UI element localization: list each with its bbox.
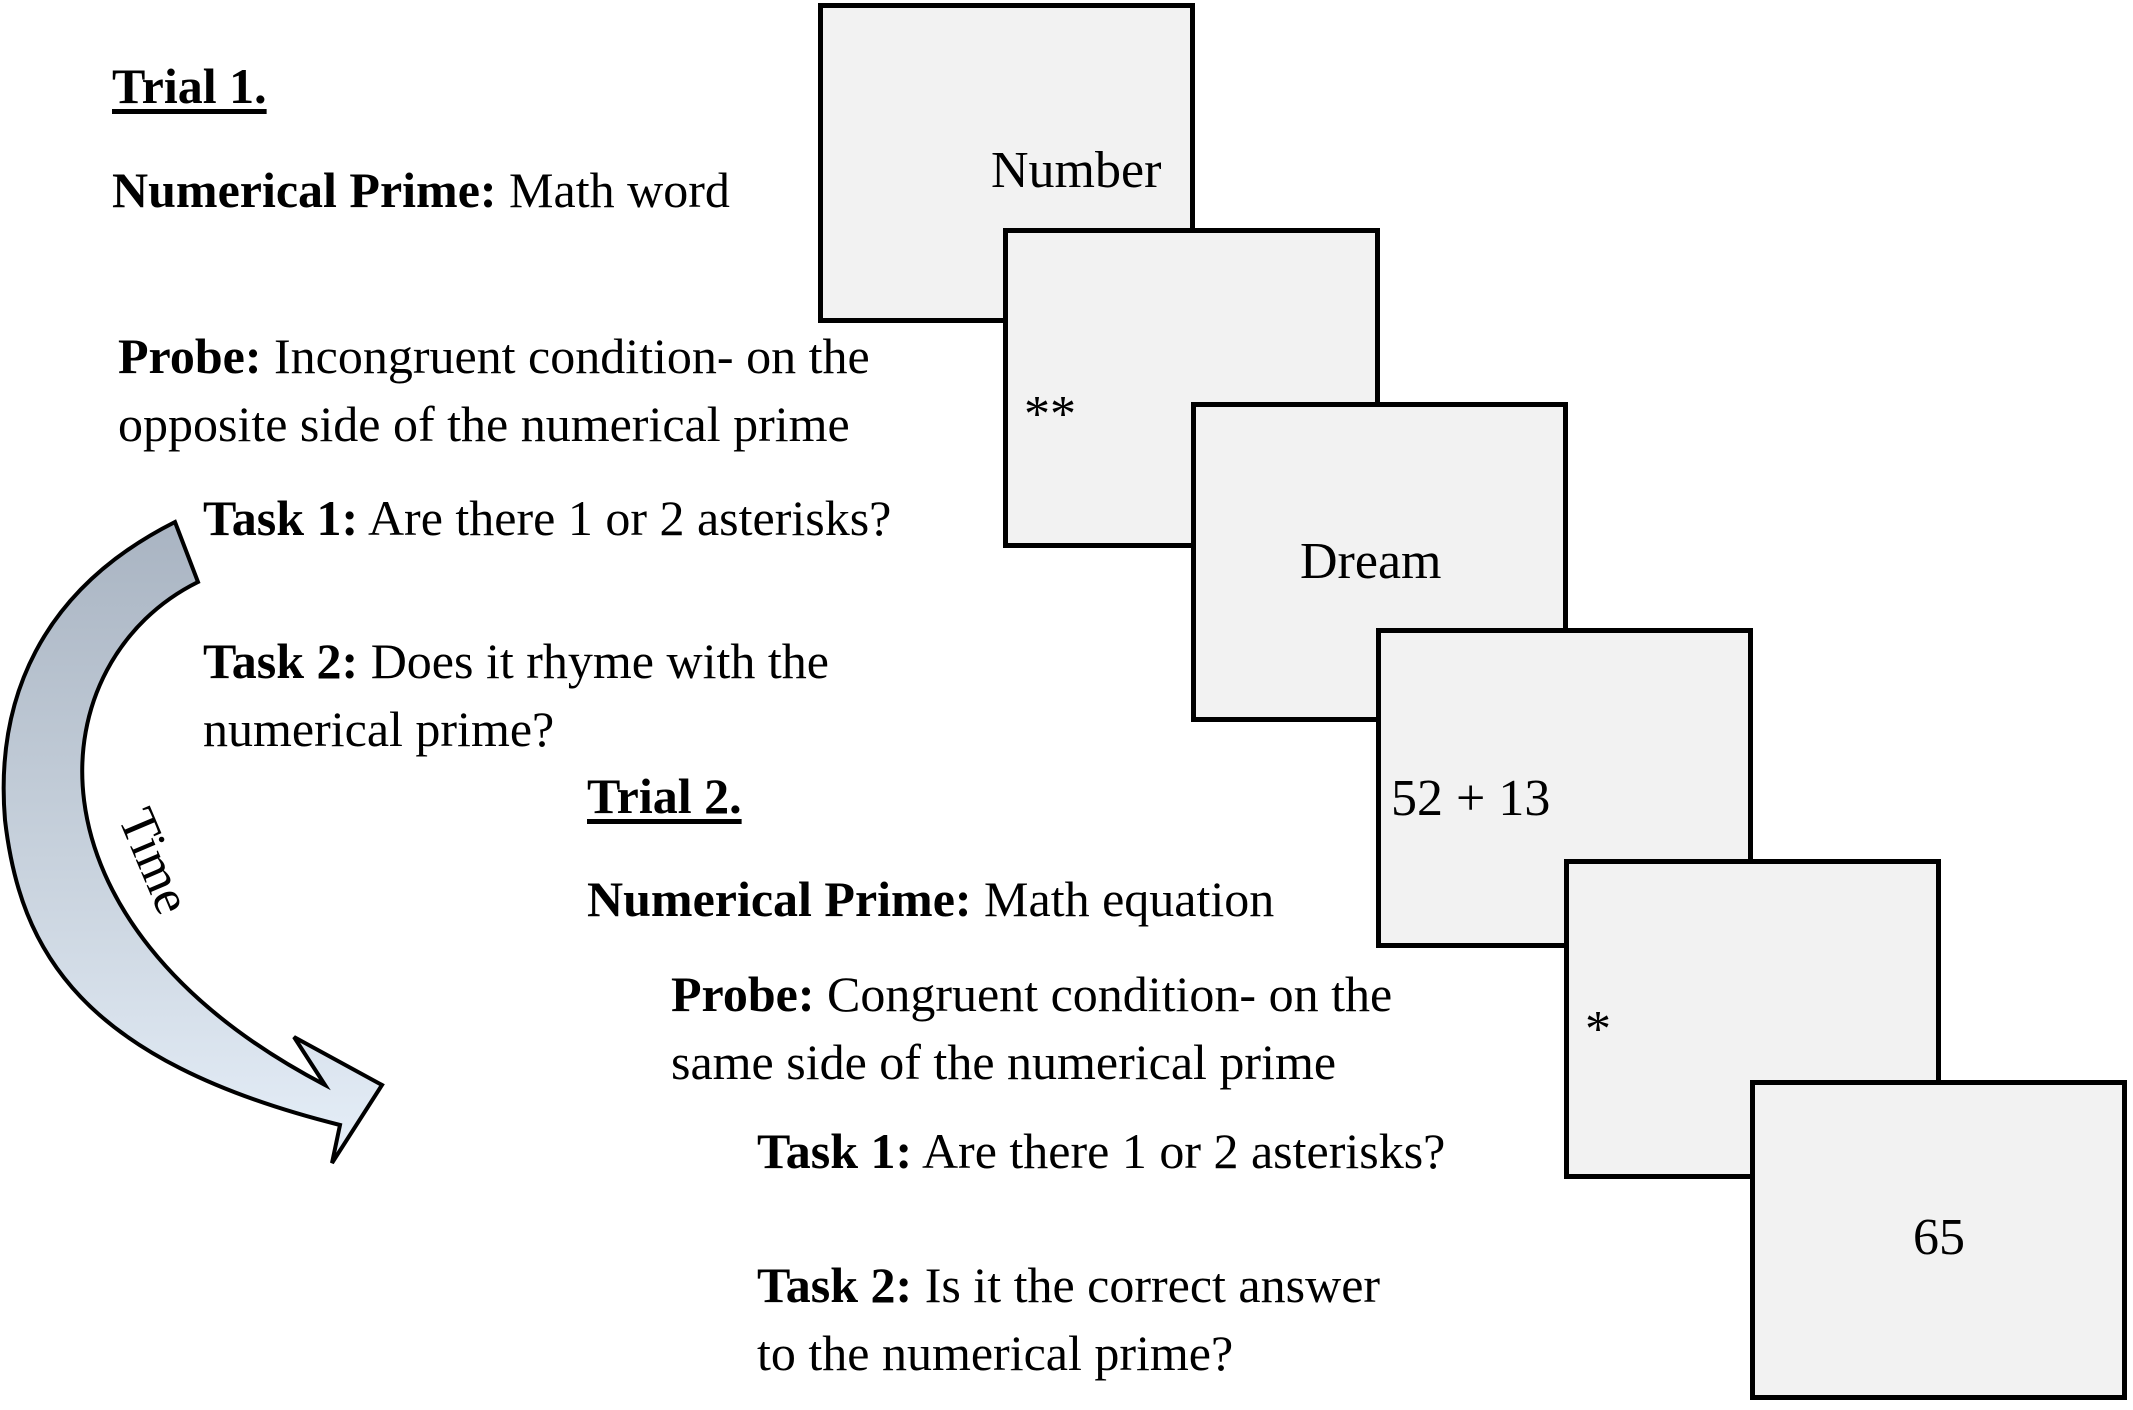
trial2-probe-line2: same side of the numerical prime [671,1034,1337,1090]
trial1-task2-line2: numerical prime? [203,701,555,757]
trial2-task2-text1: Is it the correct answer [924,1257,1381,1313]
trial2-probe-text1: Congruent condition- on the [826,966,1393,1022]
trial1-prime [112,156,730,224]
trial1-probe-line2: opposite side of the numerical prime [118,396,850,452]
trial1-probe-line1 [118,322,870,390]
trial2-probe-line1 [671,960,1392,1028]
trial2-task1 [757,1117,1445,1185]
trial1-prime-label: Numerical Prime: [112,162,497,218]
trial2-prime [587,865,1274,933]
trial2-task1-label: Task 1: [757,1123,913,1179]
trial1-task2-label: Task 2: [203,633,359,689]
time-label: Time [106,800,202,923]
trial2-task2-line1 [757,1251,1380,1319]
trial1-task2-text1: Does it rhyme with the [370,633,829,689]
trial1-probe-text1: Incongruent condition- on the [273,328,870,384]
frame-4-text: 52 + 13 [1391,770,1551,827]
trial2-prime-label: Numerical Prime: [587,871,972,927]
trial1-task1-text: Are there 1 or 2 asterisks? [367,490,892,546]
trial1-title: Trial 1. [112,58,267,114]
trial2-prime-value: Math equation [984,871,1275,927]
frame-1-text: Number [991,142,1162,199]
curved-arrow-icon [4,522,382,1163]
stimulus-frame-6 [1750,1080,2127,1400]
frame-2-text: ** [1024,386,1076,443]
trial1-probe-label: Probe: [118,328,262,384]
frame-3-text: Dream [1300,533,1442,590]
trial1-task2-line1 [203,627,829,695]
frame-5-text: * [1585,1001,1611,1058]
trial1-task1-label: Task 1: [203,490,359,546]
trial2-probe-label: Probe: [671,966,815,1022]
trial1-task1 [203,484,891,552]
trial2-task2-label: Task 2: [757,1257,913,1313]
trial2-task1-text: Are there 1 or 2 asterisks? [921,1123,1446,1179]
trial2-title: Trial 2. [587,768,742,824]
frame-6-text: 65 [1913,1209,1965,1266]
trial1-prime-value: Math word [509,162,730,218]
trial2-task2-line2: to the numerical prime? [757,1325,1234,1381]
